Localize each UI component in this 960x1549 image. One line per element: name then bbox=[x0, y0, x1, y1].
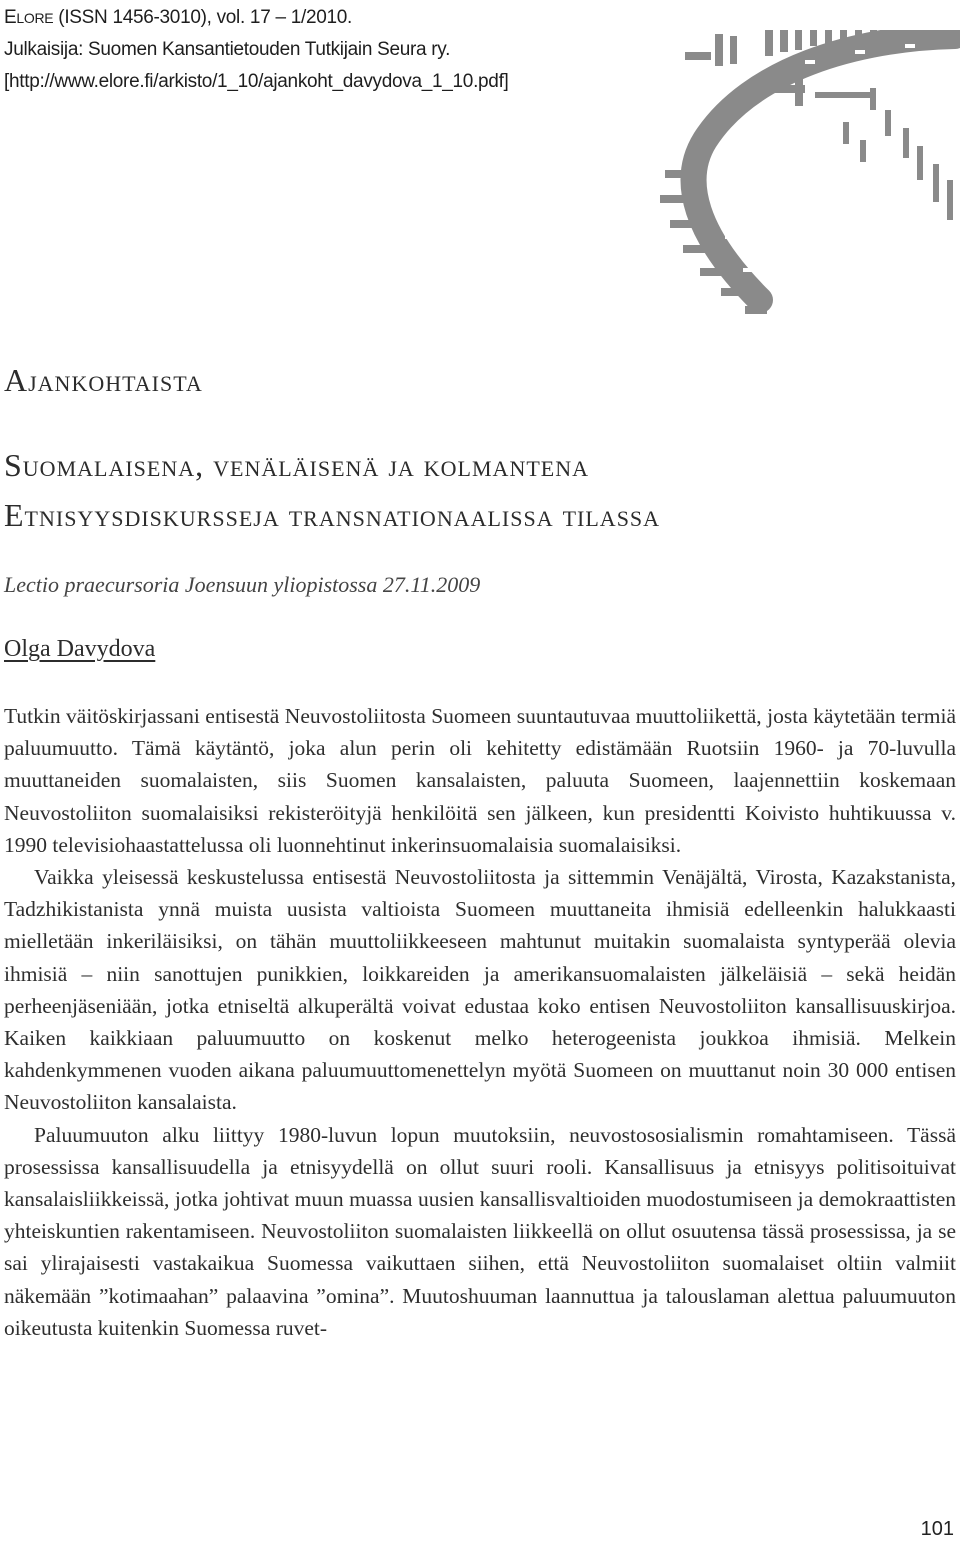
body-paragraph-2: Vaikka yleisessä keskustelussa entisestä Neuvostoliitosta ja sittemmin Venäjältä, Virosta, Kazakstanista, Tadzhikistanista ynnä muista uusista valtioista Suomeen muuttaneita ihmisiä edelleenkin halukkaasti mielletään inkeriläisiksi, on tähän muuttoliikkeeseen mahtunut muitakin suomalaista syntyperää olevia ihmisiä – niin sanottujen punikkien, loikkareiden ja amerikansuomalaisten jälkeläisiä – sekä heidän perheenjäseniään, jotka etniseltä alkuperältä voivat edustaa koko entisen Neuvostoliiton kansallisuuskirjoa. Kaiken kaikkiaan paluumuutto on koskenut melko heterogeenista joukkoa ihmisiä. Melkein kahdenkymmenen vuoden aikana paluumuuttomenettelyn myötä Suomeen on muuttanut noin 30 000 entisen Neuvostoliiton kansalaista. bbox=[4, 865, 956, 1115]
section-label: Ajankohtaista bbox=[4, 362, 203, 398]
article-title bbox=[4, 440, 954, 540]
article-title-line-1: Suomalaisena, venäläisenä ja kolmantena bbox=[4, 447, 589, 483]
journal-header bbox=[4, 2, 644, 98]
article-title-line-2: Etnisyysdiskursseja transnationaalissa tilassa bbox=[4, 497, 661, 533]
author-name: Olga Davydova bbox=[4, 636, 156, 662]
page-number: 101 bbox=[920, 1518, 954, 1540]
article-body bbox=[4, 700, 956, 1344]
publisher-line: Julkaisija: Suomen Kansantietouden Tutkijain Seura ry. bbox=[4, 39, 451, 60]
elore-antler-logo-icon bbox=[655, 30, 960, 325]
journal-name-rest: LORE bbox=[16, 10, 54, 26]
journal-citation bbox=[4, 2, 644, 34]
journal-name-initial: E bbox=[4, 7, 17, 28]
journal-issue: (ISSN 1456-3010), vol. 17 – 1/2010. bbox=[53, 7, 352, 28]
body-paragraph-1: Tutkin väitöskirjassani entisestä Neuvostoliitosta Suomeen suuntautuvaa muuttoliikettä, josta käytetään termiä paluumuutto. Tämä käytäntö, joka alun perin oli kehitetty edistämään Ruotsiin 1960- ja 70-luvulla muuttaneiden suomalaisten, siis Suomen kansalaisten, paluuta Suomeen, laajennettiin koskemaan Neuvostoliiton suomalaisiksi rekisteröityjä henkilöitä sen jälkeen, kun presidentti Koivisto huhtikuussa v. 1990 televisiohaastattelussa oli luonnehtinut inkerinsuomalaisia suomalaisiksi. bbox=[4, 704, 956, 857]
body-paragraph-3: Paluumuuton alku liittyy 1980-luvun lopun muutoksiin, neuvostososialismin romahtamiseen. Tässä prosessissa kansallisuudella ja etnisyydellä on ollut suuri rooli. Kansallisuus ja etnisyys politisoituivat kansalaisliikkeissä, jotka johtivat muun muassa uusien kansallisvaltioiden muodostumiseen ja demokraattisten yhteiskuntien rakentamiseen. Neuvostoliiton suomalaisten liikkeellä on ollut osuutensa tässä prosessissa, ja se sai ylirajaisesti vastakaikua Suomessa vaikuttaen siihen, että Neuvostoliiton suomalaiset oltiin valmiit näkemään ”kotimaahan” palaavina ”omina”. Muutoshuuman laannuttua ja talouslaman alettua paluumuuton oikeutusta kuitenkin Suomessa ruvet- bbox=[4, 1122, 956, 1340]
source-url: [http://www.elore.fi/arkisto/1_10/ajankoht_davydova_1_10.pdf] bbox=[4, 71, 509, 92]
article-subtitle: Lectio praecursoria Joensuun yliopistossa 27.11.2009 bbox=[4, 572, 481, 597]
